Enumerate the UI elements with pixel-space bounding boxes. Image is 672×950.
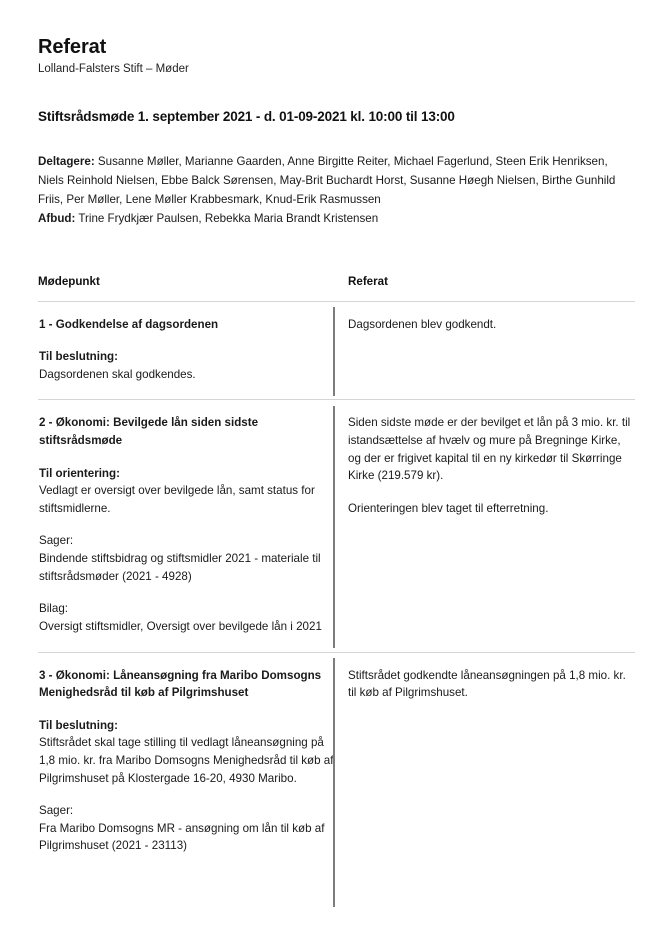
column-divider — [333, 307, 335, 396]
agenda-item-title: 1 - Godkendelse af dagsordenen — [39, 317, 219, 331]
attendees-block — [38, 125, 630, 228]
document-header — [38, 0, 635, 125]
column-divider — [333, 406, 335, 648]
agenda-section-text: Vedlagt er oversigt over bevilgede lån, samt status for stiftsmidlerne. — [39, 484, 315, 515]
participants-label: Deltagere: — [38, 155, 95, 169]
agenda-section-label: Til orientering: — [39, 466, 120, 480]
minutes-cell — [338, 400, 635, 652]
absent-label: Afbud: — [38, 211, 76, 225]
minutes-text: Stiftsrådet godkendte låneansøgningen på 1,8 mio. kr. til køb af Pilgrimshuset. — [348, 668, 626, 700]
agenda-cases-label: Sager: — [39, 534, 74, 548]
column-header-minutes: Referat — [338, 275, 635, 302]
minutes-cell — [338, 301, 635, 400]
participants-list: Susanne Møller, Marianne Gaarden, Anne Birgitte Reiter, Michael Fagerlund, Steen Erik Henriksen, Niels Reinhold Nielsen, Ebbe Balck Sørensen, May-Brit Buchardt Horst, Susanne Høegh Nielsen, Birthe Gunhild Friis, Per Møller, Lene Møller Krabbesmark, Knud-Erik Rasmussen — [38, 155, 616, 207]
agenda-cell — [38, 400, 338, 652]
agenda-cell — [38, 652, 338, 871]
minutes-table — [38, 275, 635, 871]
agenda-section-label: Til beslutning: — [39, 350, 119, 364]
minutes-cell — [338, 652, 635, 871]
table-row — [38, 301, 635, 400]
agenda-cases-label: Sager: — [39, 804, 74, 818]
agenda-cases-text: Fra Maribo Domsogns MR - ansøgning om lån til køb af Pilgrimshuset (2021 - 23113) — [39, 821, 325, 853]
agenda-item-title: 2 - Økonomi: Bevilgede lån siden sidste stiftsrådsmøde — [39, 416, 259, 448]
table-header-row — [38, 275, 635, 302]
page-title: Referat — [38, 36, 107, 58]
agenda-section-text: Dagsordenen skal godkendes. — [39, 367, 196, 381]
minutes-table-wrap — [38, 275, 635, 871]
agenda-section-label: Til beslutning: — [39, 718, 119, 732]
participants-line — [38, 153, 630, 209]
document-subtitle: Lolland-Falsters Stift – Møder — [38, 63, 189, 75]
absent-list: Trine Frydkjær Paulsen, Rebekka Maria Brandt Kristensen — [75, 211, 379, 225]
minutes-text: Siden sidste møde er der bevilget et lån på 3 mio. kr. til istandsættelse af hvælv og mure på Bregninge Kirke, og der er frigivet kapital til en ny kirkedør til Skørringe Kirke (219.579 kr). — [348, 416, 631, 483]
minutes-text: Dagsordenen blev godkendt. — [348, 317, 497, 331]
agenda-attachments-text: Oversigt stiftsmidler, Oversigt over bevilgede lån i 2021 — [39, 619, 322, 633]
agenda-attachments-label: Bilag: — [39, 602, 69, 616]
column-header-agenda: Mødepunkt — [38, 275, 338, 302]
agenda-section-text: Stiftsrådet skal tage stilling til vedlagt låneansøgning på 1,8 mio. kr. fra Maribo Domsogns Menighedsråd til køb af Pilgrimshuset på Klostergade 16-20, 4930 Maribo. — [39, 736, 334, 785]
agenda-item-title: 3 - Økonomi: Låneansøgning fra Maribo Domsogns Menighedsråd til køb af Pilgrimshuset — [39, 668, 322, 700]
agenda-cases-text: Bindende stiftsbidrag og stiftsmidler 2021 - materiale til stiftsrådsmøder (2021 - 4928) — [39, 552, 321, 583]
minutes-text-secondary: Orienteringen blev taget til efterretning. — [348, 501, 549, 515]
column-divider — [333, 658, 335, 907]
meeting-title: Stiftsrådsmøde 1. september 2021 - d. 01-09-2021 kl. 10:00 til 13:00 — [38, 108, 455, 124]
table-row — [38, 652, 635, 871]
absent-line — [38, 210, 630, 229]
table-row — [38, 400, 635, 652]
document-content — [38, 0, 635, 871]
agenda-cell — [38, 301, 338, 400]
